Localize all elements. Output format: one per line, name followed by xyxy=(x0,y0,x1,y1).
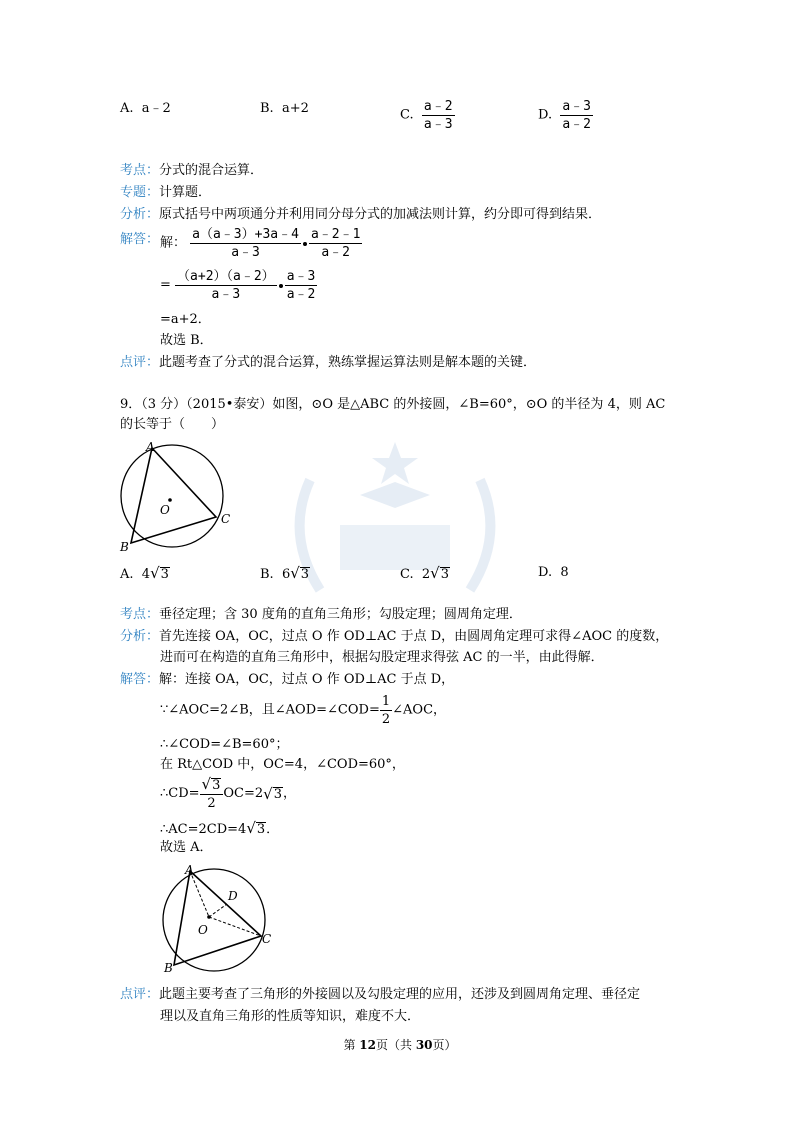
label-c: C xyxy=(221,512,231,526)
q9-dianping-line2: 理以及直角三角形的性质等知识，难度不大． xyxy=(160,1009,421,1024)
fraction-sqrt3-over-2: $\frac{√3}{2}$ xyxy=(200,776,224,812)
q9-jieda-line1: 解答：解：连接 OA，OC，过点 O 作 OD⊥AC 于点 D， xyxy=(120,672,455,687)
q9-option-b: B. 6√3 xyxy=(260,564,310,582)
fraction: $\frac{a﹣2}{a﹣3}$ xyxy=(423,99,453,132)
q9-fenxi-line2: 进而可在构造的直角三角形中，根据勾股定理求得弦 AC 的一半，由此得解． xyxy=(160,650,604,665)
watermark-logo xyxy=(280,440,510,610)
q8-step3: =a+2． xyxy=(160,312,211,327)
label-b: B xyxy=(164,961,173,974)
fraction: $\frac{a﹣3}{a﹣2}$ xyxy=(286,269,316,302)
q8-choice: 故选 B． xyxy=(160,333,213,348)
q9-dianping-line1: 点评：此题主要考查了三角形的外接圆以及勾股定理的应用，还涉及到圆周角定理、垂径定 xyxy=(120,987,641,1002)
q9-jieda-line2: ∵∠AOC=2∠B，且∠AOD=∠COD= $\frac{1}{2}$ ∠AOC， xyxy=(160,694,447,727)
q9-option-d: D. 8 xyxy=(538,565,569,580)
q9-figure-circle xyxy=(112,440,252,555)
label-d: D xyxy=(228,889,238,903)
q8-option-d: D. $\frac{a﹣3}{a﹣2}$ xyxy=(538,99,592,132)
q8-step1: 解： $\frac{a(a﹣3)+3a﹣4}{a﹣3}$ $\frac{a﹣2﹣1}{a﹣2}$ xyxy=(160,227,361,260)
q9-stem-line1: 9．（3 分）（2015•泰安）如图，⊙O 是△ABC 的外接圆，∠B=60°，⊙O 的半径为 4，则 AC xyxy=(120,397,666,412)
q9-jieda-line5: ∴CD= $\frac{√3}{2}$ OC=2√3， xyxy=(160,775,297,811)
fraction: $\frac{a﹣3}{a﹣2}$ xyxy=(562,99,592,132)
q8-fenxi: 分析：原式括号中两项通分并利用同分母分式的加减法则计算，约分即可得到结果． xyxy=(120,207,602,222)
q9-choice: 故选 A． xyxy=(160,840,213,855)
fraction: $\frac{a(a﹣3)+3a﹣4}{a﹣3}$ xyxy=(192,227,299,260)
fraction: $\frac{a﹣2﹣1}{a﹣2}$ xyxy=(310,227,361,260)
label-a: A xyxy=(146,440,155,454)
q9-fenxi-line1: 分析：首先连接 OA，OC，过点 O 作 OD⊥AC 于点 D，由圆周角定理可求得∠AOC 的度数， xyxy=(120,629,669,644)
fraction: $\frac{(a+2)(a﹣2)}{a﹣3}$ xyxy=(177,269,275,302)
q8-dianping: 点评：此题考查了分式的混合运算，熟练掌握运算法则是解本题的关键． xyxy=(120,355,537,370)
q8-kaodian: 考点：分式的混合运算． xyxy=(120,163,264,178)
label-c: C xyxy=(262,932,272,946)
label-o: O xyxy=(160,503,170,517)
multiply-dot xyxy=(303,242,307,246)
q9-option-a: A. 4√3 xyxy=(120,564,169,582)
q8-step2: = $\frac{(a+2)(a﹣2)}{a﹣3}$ $\frac{a﹣3}{a﹣2}$ xyxy=(160,269,316,302)
q9-solution-figure xyxy=(152,862,282,974)
q9-option-c: C. 2√3 xyxy=(400,564,450,582)
label-b: B xyxy=(120,540,129,554)
multiply-dot xyxy=(279,284,283,288)
q9-jieda-line6: ∴AC=2CD=4√3． xyxy=(160,819,280,837)
page-total: 30 xyxy=(415,1038,433,1052)
page-footer: 第 12页（共 30页） xyxy=(343,1038,457,1052)
fraction-half: $\frac{1}{2}$ xyxy=(381,694,391,727)
q9-stem-line2: 的长等于（ ） xyxy=(120,417,225,432)
q9-jieda-line4: 在 Rt△COD 中，OC=4，∠COD=60°， xyxy=(160,757,405,772)
label-o: O xyxy=(198,923,208,937)
q8-zhuanti: 专题：计算题． xyxy=(120,185,212,200)
page-number: 12 xyxy=(359,1038,376,1052)
q8-option-b: B. a+2 xyxy=(260,101,309,116)
q8-option-a: A. a﹣2 xyxy=(120,101,171,116)
q9-jieda-line3: ∴∠COD=∠B=60°； xyxy=(160,737,289,752)
q8-jieda-label: 解答： xyxy=(120,232,160,247)
q9-kaodian: 考点：垂径定理；含 30 度角的直角三角形；勾股定理；圆周角定理． xyxy=(120,607,522,622)
q8-option-c: C. $\frac{a﹣2}{a﹣3}$ xyxy=(400,99,453,132)
label-a: A xyxy=(185,863,194,877)
